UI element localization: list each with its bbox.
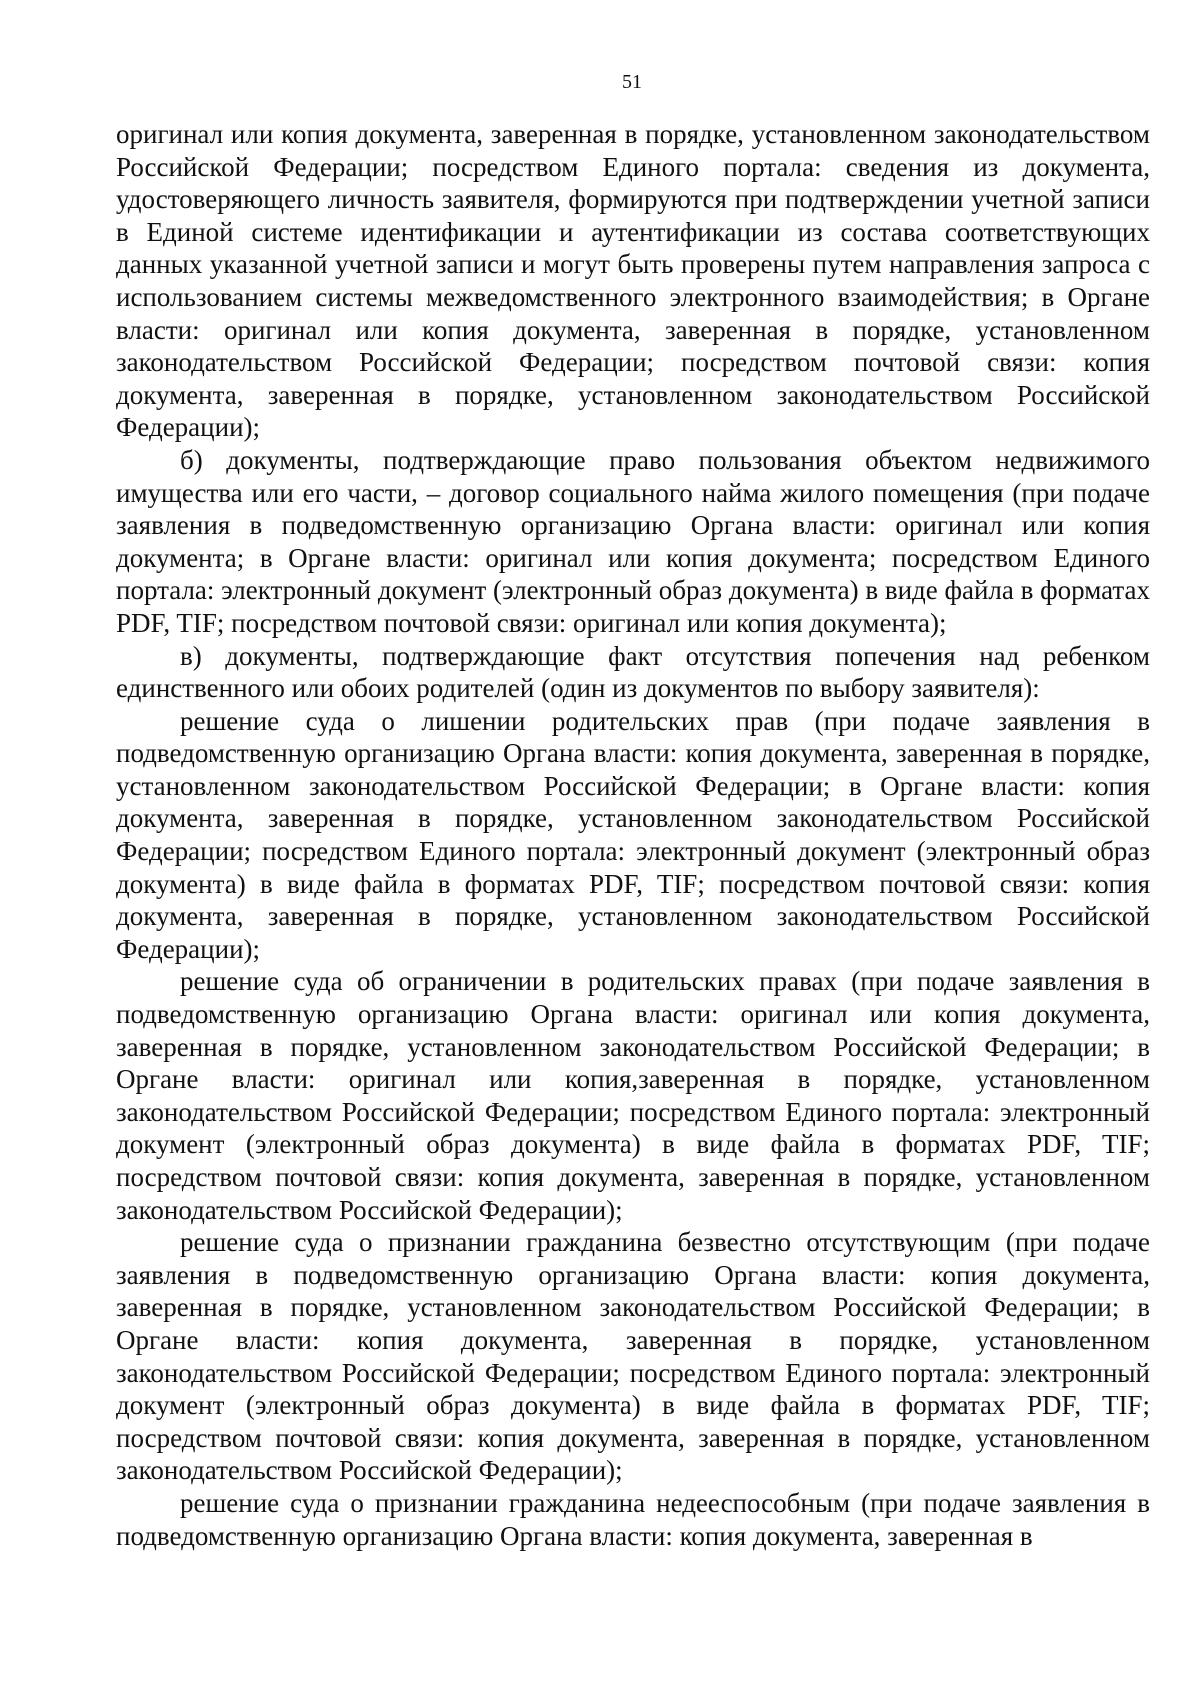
paragraph-item-v: в) документы, подтверждающие факт отсутствия попечения над ребенком единственного или обоих родителей (один из документов по выбору заявителя): (116, 640, 1150, 704)
paragraph-court-deprivation: решение суда о лишении родительских прав (при подаче заявления в подведомственную организацию Органа власти: копия документа, заверенная в порядке, установленном законодательством Российской Федерации; в Органе власти: копия документа, заверенная в порядке, установленном законодательством Российской Федерации; посредством Единого портала: электронный документ (электронный образ документа) в виде файла в форматах PDF, TIF; посредством почтовой связи: копия документа, заверенная в порядке, установленном законодательством Российской Федерации); (116, 705, 1150, 964)
paragraph-item-b: б) документы, подтверждающие право пользования объектом недвижимого имущества или его части, – договор социального найма жилого помещения (при подаче заявления в подведомственную организацию Органа власти: оригинал или копия документа; в Органе власти: оригинал или копия документа; посредством Единого портала: электронный документ (электронный образ документа) в виде файла в форматах PDF, TIF; посредством почтовой связи: оригинал или копия документа); (116, 444, 1151, 638)
paragraph-court-incapacity: решение суда о признании гражданина недееспособным (при подаче заявления в подведомственную организацию Органа власти: копия документа, заверенная в (116, 1487, 1150, 1551)
paragraph-court-missing: решение суда о признании гражданина безвестно отсутствующим (при подаче заявления в подведомственную организацию Органа власти: копия документа, заверенная в порядке, установленном законодательством Российской Федерации; в Органе власти: копия документа, заверенная в порядке, установленном законодательством Российской Федерации; посредством Единого портала: электронный документ (электронный образ документа) в виде файла в форматах PDF, TIF; посредством почтовой связи: копия документа, заверенная в порядке, установленном законодательством Российской Федерации); (116, 1227, 1150, 1486)
document-body (116, 118, 1150, 1552)
paragraph-continuation: оригинал или копия документа, заверенная в порядке, установленном законодательством Российской Федерации; посредством Единого портала: сведения из документа, удостоверяющего личность заявителя, формируются при подтверждении учетной записи в Единой системе идентификации и аутентификации из состава соответствующих данных указанной учетной записи и могут быть проверены путем направления запроса с использованием системы межведомственного электронного взаимодействия; в Органе власти: оригинал или копия документа, заверенная в порядке, установленном законодательством Российской Федерации; посредством почтовой связи: копия документа, заверенная в порядке, установленном законодательством Российской Федерации); (116, 119, 1150, 443)
paragraph-court-restriction: решение суда об ограничении в родительских правах (при подаче заявления в подведомственную организацию Органа власти: оригинал или копия документа, заверенная в порядке, установленном законодательством Российской Федерации; в Органе власти: оригинал или копия,заверенная в порядке, установленном законодательством Российской Федерации; посредством Единого портала: электронный документ (электронный образ документа) в виде файла в форматах PDF, TIF; посредством почтовой связи: копия документа, заверенная в порядке, установленном законодательством Российской Федерации); (116, 966, 1150, 1225)
page-number: 51 (622, 71, 642, 93)
